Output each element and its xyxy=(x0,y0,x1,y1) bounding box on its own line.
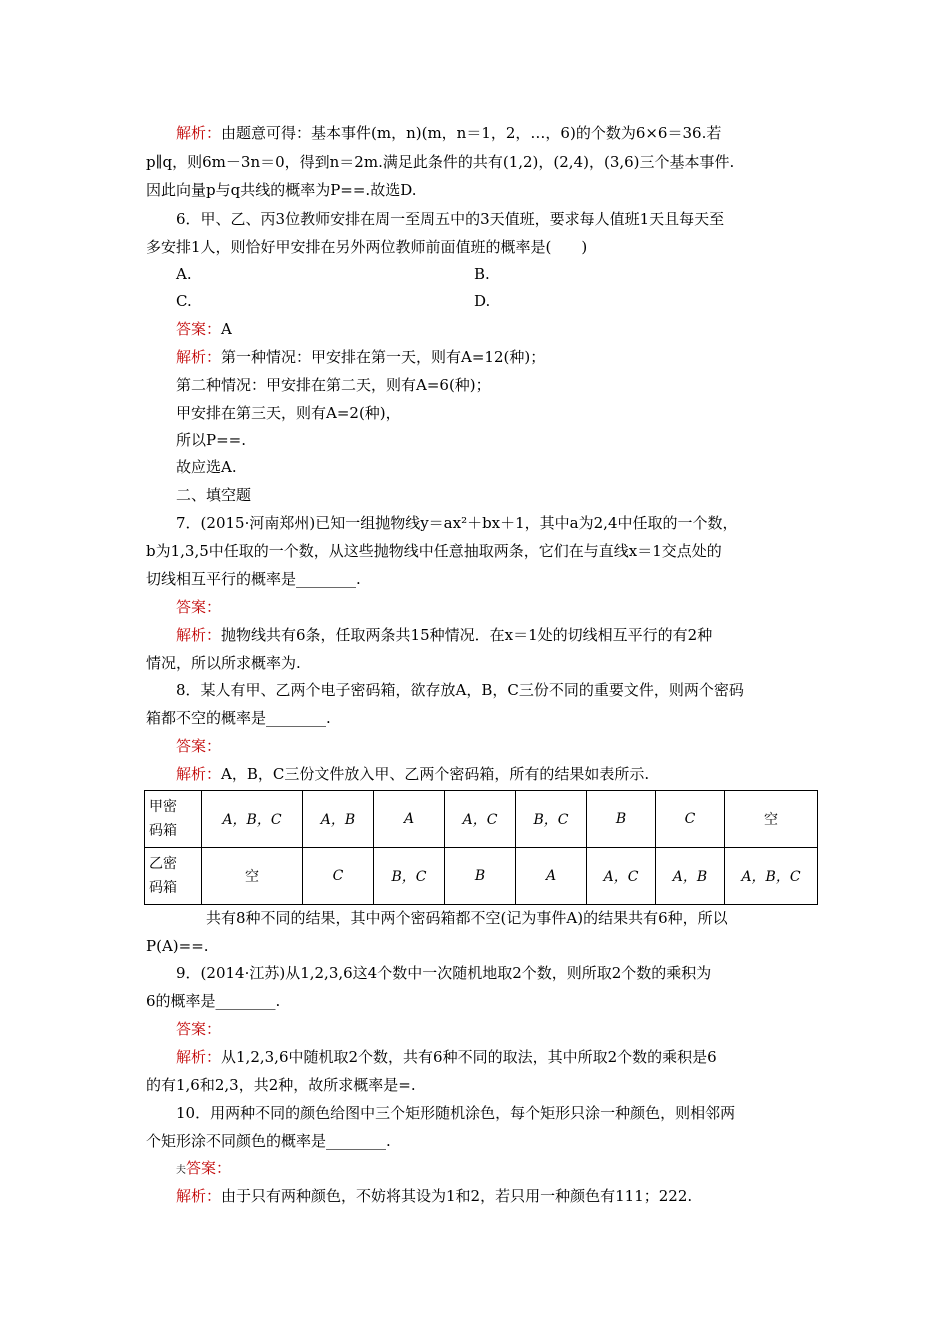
q8-after-table-line-2: P(A)==. xyxy=(146,937,209,955)
solution-label: 解析： xyxy=(176,348,222,366)
q9-solution-line-1 xyxy=(176,1047,717,1067)
p5-solution-line-3: 因此向量p与q共线的概率为P==.故选D. xyxy=(146,181,417,199)
row-header-text: 甲密 xyxy=(149,799,177,815)
table-cell: A，B，C xyxy=(725,848,818,905)
q6-solution-line-5: 故应选A. xyxy=(176,458,237,476)
q6-solution-line-4: 所以P==. xyxy=(176,431,246,449)
q10-stem-line-1: 10．用两种不同的颜色给图中三个矩形随机涂色，每个矩形只涂一种颜色，则相邻两 xyxy=(176,1104,736,1122)
p5-solution-text-1: 由题意可得：基本事件(m，n)(m，n＝1，2，…，6)的个数为6×6＝36.若 xyxy=(221,124,722,142)
table-cell: A，B xyxy=(303,791,374,848)
answer-label: 答案： xyxy=(176,598,222,616)
q6-solution-line-1 xyxy=(176,347,545,367)
table-cell: A，C xyxy=(587,848,656,905)
q6-option-b: B. xyxy=(474,265,490,283)
answer-label: 答案： xyxy=(176,737,222,755)
table-cell: 空 xyxy=(202,848,303,905)
p5-solution-line-1 xyxy=(176,123,721,143)
row-header-text: 码箱 xyxy=(149,880,177,896)
q7-stem-line-2: b为1,3,5中任取的一个数，从这些抛物线中任意抽取两条，它们在与直线x＝1交点处的 xyxy=(146,542,722,560)
q8-result-table xyxy=(144,790,818,905)
table-cell: 空 xyxy=(725,791,818,848)
q8-stem-line-2: 箱都不空的概率是________. xyxy=(146,709,331,727)
table-cell: A，B，C xyxy=(202,791,303,848)
q6-answer: A xyxy=(221,320,232,338)
table-row xyxy=(145,791,818,848)
q10-solution-line-1 xyxy=(176,1186,692,1206)
q10-solution-text-1: 由于只有两种颜色，不妨将其设为1和2，若只用一种颜色有111；222. xyxy=(221,1187,693,1205)
q6-solution-text-1: 第一种情况：甲安排在第一天，则有A=12(种)； xyxy=(221,348,546,366)
q6-option-c: C. xyxy=(176,292,192,310)
q7-solution-line-1 xyxy=(176,625,712,645)
table-row xyxy=(145,848,818,905)
answer-label: 答案： xyxy=(176,1020,222,1038)
q9-stem-line-2: 6的概率是________. xyxy=(146,992,281,1010)
q7-solution-text-1: 抛物线共有6条，任取两条共15种情况．在x＝1处的切线相互平行的有2种 xyxy=(221,626,713,644)
row-header-text: 码箱 xyxy=(149,823,177,839)
answer-label: 答案： xyxy=(176,320,222,338)
table-row-header xyxy=(145,791,202,848)
table-cell: A，B xyxy=(656,848,725,905)
row-header-text: 乙密 xyxy=(149,856,177,872)
table-cell: A xyxy=(374,791,445,848)
q7-stem-line-3: 切线相互平行的概率是________. xyxy=(146,570,361,588)
q7-answer-line xyxy=(176,597,221,617)
answer-label: 答案： xyxy=(186,1159,232,1177)
solution-label: 解析： xyxy=(176,1187,222,1205)
q6-option-d: D. xyxy=(474,292,491,310)
q6-solution-line-3: 甲安排在第三天，则有A=2(种)， xyxy=(176,404,401,422)
table-cell: B，C xyxy=(374,848,445,905)
q10-answer-line xyxy=(176,1158,231,1181)
q7-solution-line-2: 情况，所以所求概率为. xyxy=(146,654,301,672)
table-cell: A xyxy=(516,848,587,905)
q8-after-table-line-1: 共有8种不同的结果，其中两个密码箱都不空(记为事件A)的结果共有6种，所以 xyxy=(206,909,728,927)
q10-stem-line-2: 个矩形涂不同颜色的概率是________. xyxy=(146,1132,391,1150)
solution-label: 解析： xyxy=(176,626,222,644)
table-cell: C xyxy=(656,791,725,848)
q8-answer-line xyxy=(176,736,221,756)
section-heading-fill-blank: 二、填空题 xyxy=(176,486,252,504)
solution-label: 解析： xyxy=(176,1048,222,1066)
q6-stem-line-2: 多安排1人，则恰好甲安排在另外两位教师前面值班的概率是( ) xyxy=(146,238,588,256)
q6-solution-line-2: 第二种情况：甲安排在第二天，则有A=6(种)； xyxy=(176,376,491,394)
q9-solution-line-2: 的有1,6和2,3，共2种，故所求概率是=. xyxy=(146,1076,416,1094)
q9-stem-line-1: 9．(2014·江苏)从1,2,3,6这4个数中一次随机地取2个数，则所取2个数的乘积为 xyxy=(176,964,712,982)
q7-stem-line-1: 7．(2015·河南郑州)已知一组抛物线y＝ax²＋bx＋1，其中a为2,4中任取的一个数， xyxy=(176,514,738,532)
q9-answer-line xyxy=(176,1019,221,1039)
table-cell: B xyxy=(587,791,656,848)
solution-label: 解析： xyxy=(176,124,222,142)
q8-solution-line-1 xyxy=(176,764,649,784)
q10-mark: 夫 xyxy=(176,1165,186,1176)
table-cell: A，C xyxy=(445,791,516,848)
table-cell: C xyxy=(303,848,374,905)
table-cell: B，C xyxy=(516,791,587,848)
q6-stem-line-1: 6．甲、乙、丙3位教师安排在周一至周五中的3天值班，要求每人值班1天且每天至 xyxy=(176,210,725,228)
table-row-header xyxy=(145,848,202,905)
q6-option-a: A. xyxy=(176,265,192,283)
table-cell: B xyxy=(445,848,516,905)
solution-label: 解析： xyxy=(176,765,222,783)
p5-solution-line-2: p∥q，则6m－3n＝0，得到n＝2m.满足此条件的共有(1,2)，(2,4)，(3,6)三个基本事件. xyxy=(146,153,735,171)
q9-solution-text-1: 从1,2,3,6中随机取2个数，共有6种不同的取法，其中所取2个数的乘积是6 xyxy=(221,1048,717,1066)
q8-solution-text-1: A，B，C三份文件放入甲、乙两个密码箱，所有的结果如表所示. xyxy=(221,765,650,783)
q8-stem-line-1: 8．某人有甲、乙两个电子密码箱，欲存放A，B，C三份不同的重要文件，则两个密码 xyxy=(176,681,744,699)
q6-answer-line xyxy=(176,319,232,339)
